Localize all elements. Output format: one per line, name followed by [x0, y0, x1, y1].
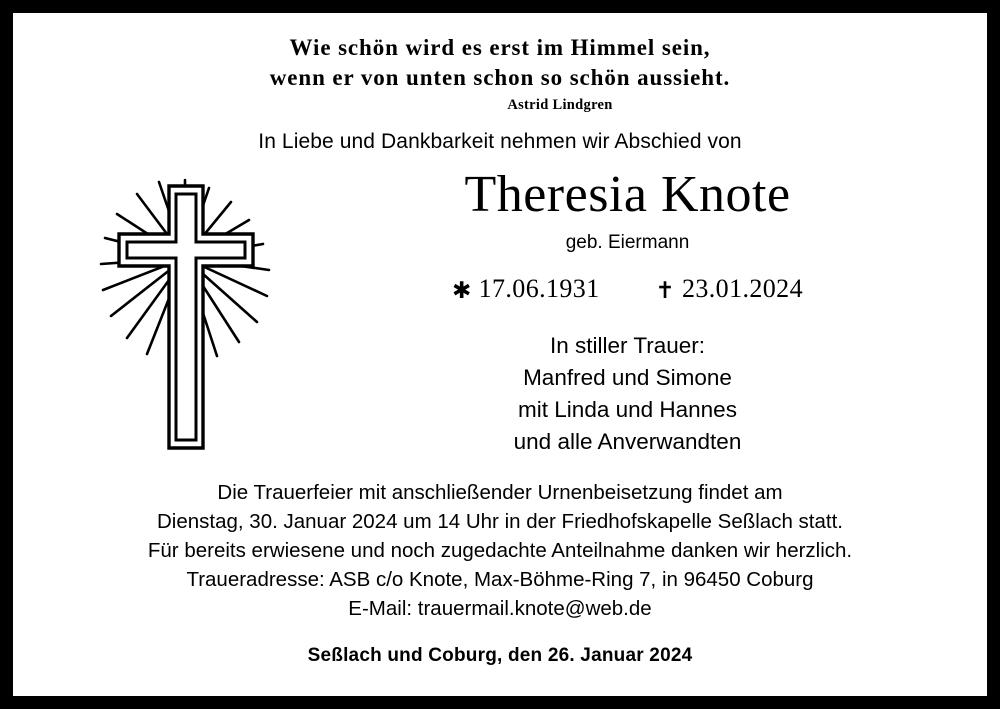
- mourners-block: [294, 330, 961, 458]
- quote-author: Astrid Lindgren: [507, 96, 613, 113]
- email-line: E-Mail: trauermail.knote@web.de: [348, 597, 652, 621]
- closing-line: Seßlach und Coburg, den 26. Januar 2024: [307, 645, 693, 667]
- service-details: [39, 478, 961, 624]
- quote-line-1: Wie schön wird es erst im Himmel sein,: [289, 35, 711, 60]
- names-block: [294, 160, 961, 458]
- birth-star-icon: ✱: [452, 278, 472, 305]
- mourner-line: und alle Anverwandten: [513, 429, 742, 455]
- birth-date: 17.06.1931: [478, 274, 600, 304]
- details-line: Dienstag, 30. Januar 2024 um 14 Uhr in der Friedhofskapelle Seßlach statt.: [157, 509, 843, 533]
- mourner-line: mit Linda und Hannes: [518, 397, 737, 423]
- middle-section: [39, 160, 961, 470]
- intro-text: In Liebe und Dankbarkeit nehmen wir Abschied von: [258, 129, 742, 153]
- life-dates: [294, 274, 961, 304]
- details-line: Die Trauerfeier mit anschließender Urnenbeisetzung findet am: [217, 480, 783, 504]
- notice-content: [13, 13, 987, 696]
- maiden-name: geb. Eiermann: [565, 232, 690, 254]
- quote-line-2: wenn er von unten schon so schön aussieht.: [269, 64, 731, 90]
- death-cross-icon: ✝: [655, 278, 676, 305]
- deceased-name: Theresia Knote: [464, 165, 791, 223]
- quote-block: [39, 33, 961, 114]
- notice-frame: [10, 10, 990, 699]
- details-line: Für bereits erwiesene und noch zugedachte Anteilnahme danken wir herzlich.: [147, 539, 853, 562]
- death-date: 23.01.2024: [681, 274, 803, 304]
- cross-with-rays-icon: [97, 166, 307, 466]
- mourning-address: Traueradresse: ASB c/o Knote, Max-Böhme-Ring 7, in 96450 Coburg: [186, 568, 814, 592]
- mourners-heading: In stiller Trauer:: [549, 333, 706, 359]
- mourner-line: Manfred und Simone: [523, 365, 732, 391]
